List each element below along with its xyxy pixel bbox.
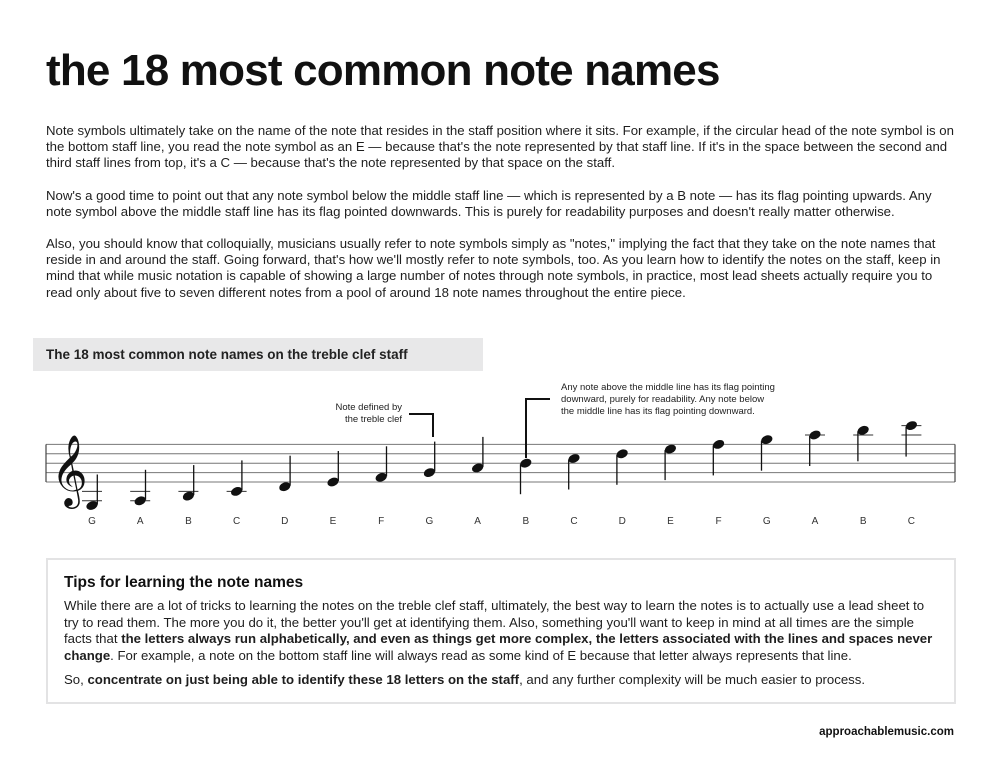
note-label: D bbox=[618, 516, 626, 527]
note-label: C bbox=[907, 516, 916, 527]
note-label: C bbox=[570, 516, 578, 527]
note-symbol bbox=[326, 451, 340, 488]
note-symbol bbox=[615, 448, 629, 485]
callout-clef-line-2: the treble clef bbox=[344, 414, 402, 425]
note-label: B bbox=[859, 516, 867, 527]
tips-p2-end: , and any further complexity will be much easier to process. bbox=[519, 672, 866, 687]
note-symbol bbox=[712, 438, 726, 475]
note-label: G bbox=[425, 516, 434, 527]
note-symbol bbox=[901, 420, 921, 457]
note-symbol bbox=[471, 437, 485, 474]
note-symbol bbox=[374, 446, 388, 483]
note-label: G bbox=[88, 516, 96, 527]
svg-text:𝄞: 𝄞 bbox=[51, 436, 88, 505]
callout-flag-bracket bbox=[526, 399, 550, 458]
note-label: A bbox=[811, 516, 819, 527]
note-label: B bbox=[522, 516, 530, 527]
figure-caption: The 18 most common note names on the treble clef staff bbox=[33, 338, 483, 371]
callout-flag-line-2: downward, purely for readability. Any note below bbox=[561, 394, 765, 405]
tips-p1-end: . For example, a note on the bottom staff line will always read as some kind of E because that letter always represents that line. bbox=[110, 647, 852, 663]
callout-flag-line-3: the middle line has its flag pointing downward. bbox=[561, 406, 755, 417]
tips-paragraph-2 bbox=[64, 672, 938, 689]
intro-paragraph-3: Also, you should know that colloquially, musicians usually refer to note symbols simply as "notes," implying the fact that they take on the note names that reside in and around the staff. Going forward, that's how we'll mostly refer to note symbols, too. As you learn how to identify the notes on the staff, keep in mind that while music notation is capable of showing a large number of notes through note symbols, in practice, most lead sheets actually require you to read only about five to seven different notes from a pool of around 18 note names throughout the entire piece. bbox=[46, 236, 941, 300]
intro-text bbox=[46, 123, 956, 317]
tips-p1-start: While there are a lot of tricks to learning the notes on the treble clef staff, ultimately, the best way to learn the notes is to actually use a lead sheet to try to read them. The more you do it, the better you'll get at identifying them. Also, something you'll want to keep in mind at all times are the simple facts that bbox=[64, 598, 925, 646]
page-title: the 18 most common note names bbox=[46, 46, 720, 95]
treble-clef-icon bbox=[51, 435, 88, 509]
callouts bbox=[335, 382, 774, 458]
note-label: E bbox=[329, 516, 337, 527]
note-label: F bbox=[715, 516, 722, 527]
callout-clef-line-1: Note defined by bbox=[335, 402, 402, 413]
note-symbol bbox=[805, 429, 825, 466]
callout-clef-bracket bbox=[409, 414, 433, 437]
tips-p2-bold: concentrate on just being able to identify these 18 letters on the staff bbox=[87, 672, 520, 687]
note-label: F bbox=[378, 516, 385, 527]
treble-staff-figure bbox=[0, 372, 1000, 537]
note-symbol bbox=[178, 465, 198, 502]
note-labels bbox=[88, 516, 915, 527]
note-label: B bbox=[185, 516, 192, 527]
notes bbox=[82, 420, 921, 512]
footer-site: approachablemusic.com bbox=[819, 726, 954, 738]
note-symbol bbox=[130, 470, 150, 507]
note-symbol bbox=[760, 434, 774, 471]
tips-p1-bold: the letters always run alphabetically, and even as things get more complex, the letters associated with the lines and spaces never change bbox=[64, 631, 933, 663]
note-symbol bbox=[227, 460, 247, 497]
intro-paragraph-1: Note symbols ultimately take on the name of the note that resides in the staff position where it sits. For example, if the circular head of the note symbol is on the bottom staff line, you read the note symbol as an E — because that's the note represented by that staff line. If it's in the space between the second and third staff lines from top, it's a C — because that's the note represented by that space on the staff. bbox=[46, 123, 954, 171]
tips-heading: Tips for learning the note names bbox=[64, 574, 304, 591]
note-symbol bbox=[567, 453, 581, 490]
note-symbol bbox=[853, 424, 873, 461]
tips-p2-start: So, bbox=[64, 672, 88, 687]
note-label: D bbox=[281, 516, 289, 527]
note-label: G bbox=[762, 516, 771, 527]
note-symbol bbox=[519, 457, 533, 494]
note-symbol bbox=[278, 456, 292, 493]
note-label: C bbox=[232, 516, 241, 527]
tips-box bbox=[46, 558, 956, 704]
tips-paragraph-1 bbox=[64, 598, 938, 664]
note-symbol bbox=[422, 442, 436, 479]
note-symbol bbox=[663, 443, 677, 480]
callout-flag-line-1: Any note above the middle line has its flag pointing bbox=[561, 382, 775, 393]
note-label: A bbox=[136, 516, 144, 527]
staff-lines bbox=[46, 444, 955, 482]
note-label: E bbox=[667, 516, 674, 527]
note-label: A bbox=[474, 516, 481, 527]
intro-paragraph-2: Now's a good time to point out that any note symbol below the middle staff line — which is represented by a B note — has its flag pointing upwards. Any note symbol above the middle staff line has its flag pointed downwards. This is purely for readability purposes and doesn't really matter otherwise. bbox=[46, 187, 932, 219]
